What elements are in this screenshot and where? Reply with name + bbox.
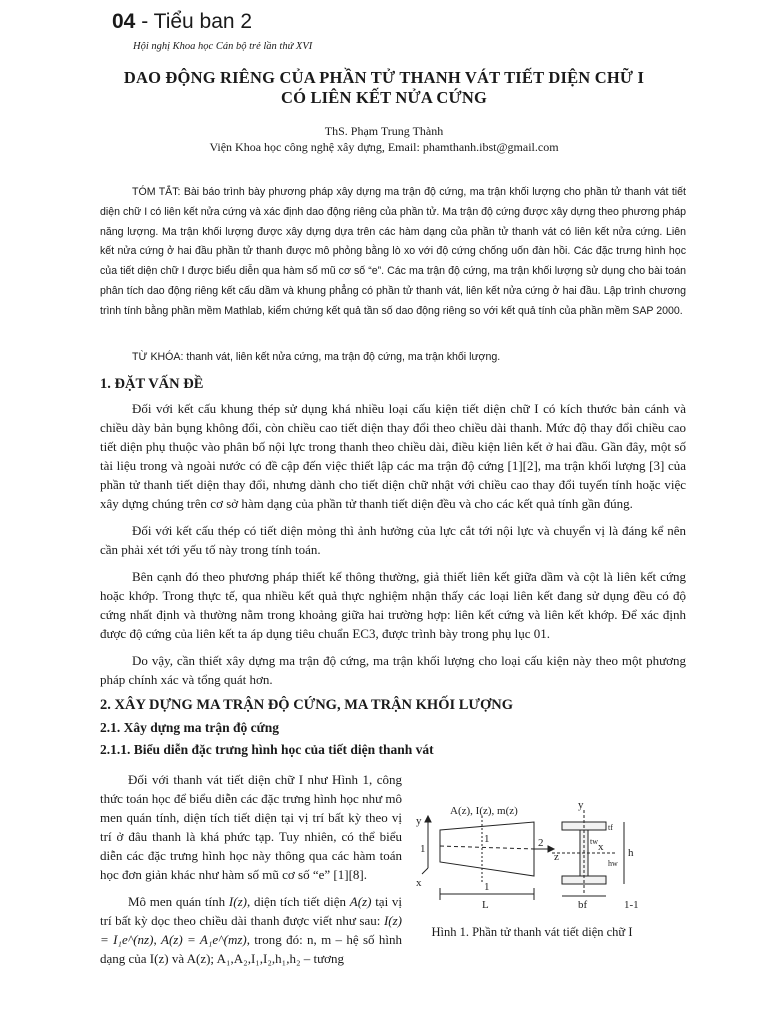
- beam-properties-label: A(z), I(z), m(z): [450, 805, 518, 817]
- section-2-paragraph: Đối với thanh vát tiết diện chữ I như Hình 1, công thức toán học để biểu diễn các đặc trưng hình học như mô men quán tính, diện tích tiết diện tại vị trí bất kỳ theo vị trí ở đâu thanh là khá phức tạp. Tuy nhiên, có thể biểu diễn các đặc trưng hình học này thông qua các hàm toán học đơn giản khác như hàm số mũ cơ số “e” [1][8].: [100, 772, 402, 882]
- keywords: TỪ KHÓA: thanh vát, liên kết nửa cứng, ma trận độ cứng, ma trận khối lượng.: [132, 351, 501, 363]
- session-name: - Tiểu ban 2: [141, 10, 253, 33]
- height-label: h: [628, 847, 634, 859]
- i-section-view: [552, 810, 624, 896]
- title-line-1: DAO ĐỘNG RIÊNG CỦA PHẦN TỬ THANH VÁT TIẾT DIỆN CHỮ I: [123, 68, 645, 87]
- author: ThS. Phạm Trung Thành: [324, 124, 444, 138]
- x-axis-label: x: [416, 877, 422, 889]
- section-y-label: y: [578, 799, 584, 811]
- section-1-paragraph: Bên cạnh đó theo phương pháp thiết kế thông thường, giả thiết liên kết giữa dầm và cột là liên kết cứng hoặc khớp. Trong thực tế, qua nhiều kết quả thực nghiệm nhận thấy các loại liên kết đang sử dụng đều có độ cứng nhất định và thường nằm trong khoảng giữa hai trường hợp: liên kết cứng và liên kết khớp. Để xác định được độ cứng của liên kết ta áp dụng tiêu chuẩn EC3, được trình bày trong phụ lục 01.: [100, 569, 686, 641]
- section-2-text-column: [100, 770, 402, 976]
- inertia-equation: I(z) = I₁e^(nz): [100, 913, 402, 947]
- conference-name: Hội nghị Khoa học Cán bộ trẻ lần thứ XVI: [133, 41, 313, 52]
- x-axis: [422, 868, 428, 874]
- figure-caption: Hình 1. Phần tử thanh vát tiết diện chữ I: [431, 925, 633, 939]
- session-number: 04: [112, 10, 136, 33]
- area-symbol: A(z): [349, 894, 372, 909]
- formula-text: , diện tích tiết diện: [246, 894, 347, 909]
- section-2-heading: 2. XÂY DỰNG MA TRẬN ĐỘ CỨNG, MA TRẬN KHỐI LƯỢNG: [100, 697, 513, 713]
- affiliation: Viện Khoa học công nghệ xây dựng, Email: phamthanh.ibst@gmail.com: [209, 140, 559, 154]
- flange-thickness-label: tf: [608, 823, 613, 832]
- section-2-paragraph-formulas: Mô men quán tính I(z), diện tích tiết diện A(z) tại vị trí bất kỳ dọc theo chiều dài thanh được viết như sau: I(z) = I₁e^(nz), A(z) = A₁e^(mz), trong đó: n, m – hệ số hình dạng của I(z) và A(z); A₁,A₂,I₁,I₂,h₁,h₂ – tương: [100, 894, 403, 966]
- node-2-label: 2: [538, 837, 544, 849]
- formula-text: tại vị trí bất kỳ dọc theo chiều dài thanh được viết như sau:: [100, 894, 403, 928]
- web-thickness-label: tw: [590, 837, 598, 846]
- section-1-paragraph: Đối với kết cấu thép có tiết diện mỏng thì ảnh hưởng của lực cắt tới nội lực và chuyển vị là đáng kể nên cần phải xét tới yếu tố này trong tính toán.: [100, 523, 686, 557]
- area-equation: A(z) = A₁e^(mz): [161, 932, 247, 947]
- subsection-2-1-heading: 2.1. Xây dựng ma trận độ cứng: [100, 720, 279, 735]
- y-axis-label: y: [416, 815, 422, 827]
- section-1-heading: 1. ĐẶT VẤN ĐỀ: [100, 376, 204, 392]
- length-label: L: [482, 899, 489, 911]
- y-arrow-icon: [425, 816, 431, 822]
- section-1: [100, 376, 686, 764]
- beam-axis: [440, 846, 534, 849]
- subsection-2-1-1-heading: 2.1.1. Biểu diễn đặc trưng hình học của tiết diện thanh vát: [100, 742, 434, 757]
- title-line-2: CÓ LIÊN KẾT NỬA CỨNG: [281, 88, 487, 107]
- section-cut-label: 1-1: [624, 899, 639, 911]
- section-mark-top: 1: [484, 833, 490, 845]
- z-axis-label: z: [554, 851, 559, 863]
- session-header: [112, 10, 252, 34]
- formula-intro: Mô men quán tính: [128, 894, 226, 909]
- section-1-paragraph: Do vậy, cần thiết xây dựng ma trận độ cứng, ma trận khối lượng cho loại cấu kiện này theo một phương pháp chính xác và tổng quát hơn.: [100, 653, 686, 687]
- formula-text: A₁,A₂,I₁,I₂,h₁,h₂ – tương: [216, 951, 345, 966]
- formula-text: , trong đó: n, m – hệ số hình dạng của I(z) và A(z);: [100, 932, 403, 966]
- section-mark-bottom: 1: [484, 881, 490, 893]
- node-1-label: 1: [420, 843, 426, 855]
- section-1-paragraph: Đối với kết cấu khung thép sử dụng khá nhiều loại cấu kiện tiết diện chữ I có kích thước bản cánh và chiều dày bản bụng không đổi, còn chiều cao tiết diện thay đổi theo chiều dài thanh. Mức độ thay đổi chiều cao tiết diện phụ thuộc vào phân bố nội lực trong thanh theo chiều dài, điều kiện liên kết ở hai đầu. Gần đây, một số tài liệu trong và ngoài nước có đề cập đến việc thiết lập các ma trận độ cứng [1][2], ma trận khối lượng [3] của phần tử thanh tiết diện thay đổi, nhưng dành cho tiết diện chữ nhật với chiều cao thay đổi tuyến tính hoặc việc xây dựng chúng trên cơ sở hàm dạng của phần tử thanh tiết diện đều và cho các kết quả tính gần đúng.: [100, 401, 686, 511]
- flange-width-label: bf: [578, 899, 588, 911]
- inertia-symbol: I(z): [228, 894, 247, 909]
- web-height-label: hw: [608, 859, 618, 868]
- paper-title: [100, 68, 668, 108]
- section-x-label: x: [598, 841, 604, 853]
- abstract: TÓM TẮT: Bài báo trình bày phương pháp xây dựng ma trận độ cứng, ma trận khối lượng cho phần tử thanh vát tiết diện chữ I có liên kết nửa cứng và xác định dao động riêng của phần tử. Ma trận độ cứng được xây dựng theo phương pháp năng lượng. Ma trận khối lượng được xây dựng dựa trên các hàm dạng của phần tử thanh vát có liên kết nửa cứng. Liên kết nửa cứng ở hai đầu phần tử thanh được mô phỏng bằng lò xo với độ cứng chống uốn đàn hồi. Các đặc trưng hình học của tiết diện chữ I được biểu diễn qua hàm số mũ cơ số “e”. Các ma trận độ cứng, ma trận khối lượng sử dụng cho bài toán phân tích dao động riêng kết cấu dầm và khung phẳng có phần tử thanh vát, liên kết nửa cứng ở hai đầu. Lập trình chương trình tính bằng phần mềm Mathlab, kiểm chứng kết quả tần số dao động riêng so với kết quả tính của phần mềm SAP 2000.: [100, 186, 686, 317]
